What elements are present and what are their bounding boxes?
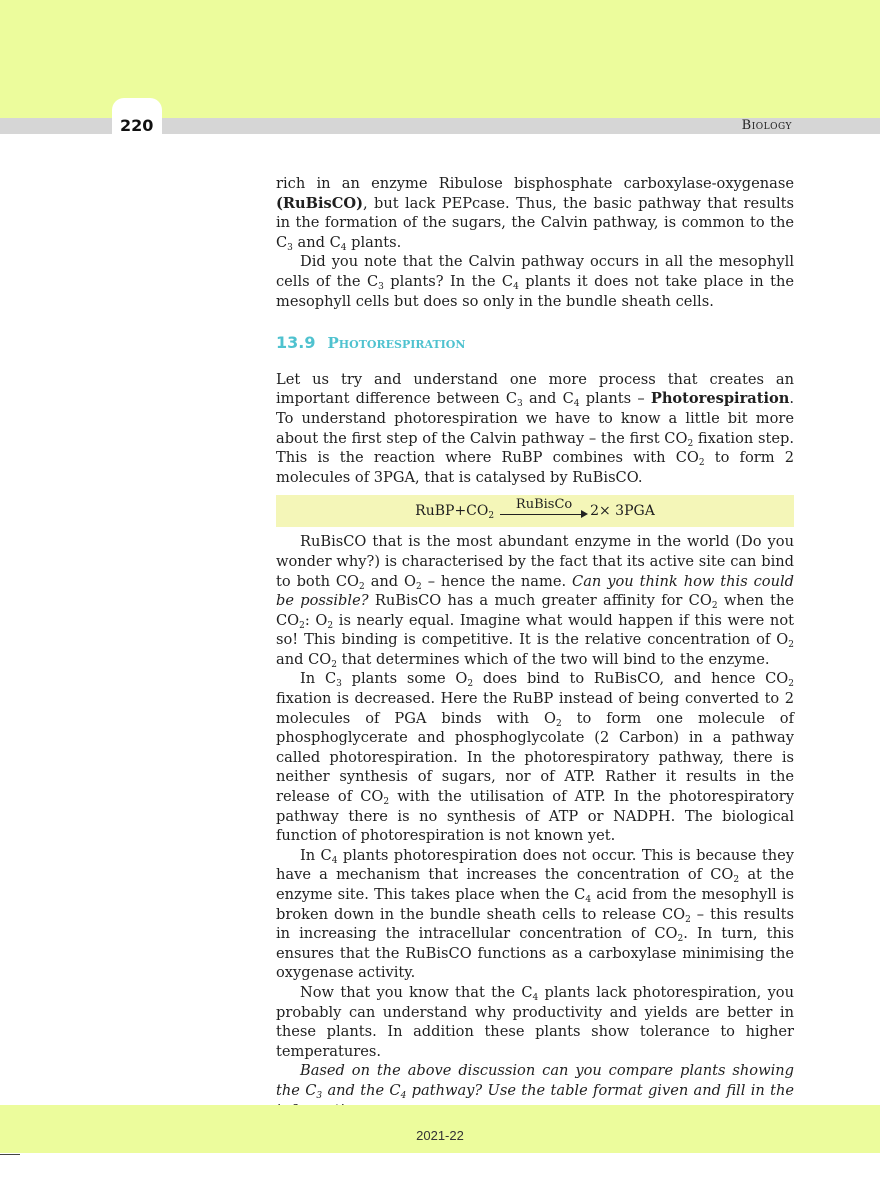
section-heading bbox=[276, 333, 794, 354]
arrow-line bbox=[500, 514, 582, 515]
reaction-arrow bbox=[500, 497, 588, 521]
page-content bbox=[276, 174, 794, 1120]
arrow-head-icon bbox=[581, 510, 588, 518]
paragraph-c4-plants: In $C_4$ plants photorespiration does not occur. This is because they have a mechanism that increases the concentration of $CO_2$ at the enzyme site. This takes place when the $C_4$ acid from the mesophyll is broken down in the bundle sheath cells to release $CO_2$ – this results in increasing the intracellular concentration of $CO_2$. In turn, this ensures that the RuBisCO functions as a carboxylase minimising the oxygenase activity. bbox=[276, 846, 794, 982]
equation-product: 2× 3PGA bbox=[590, 502, 655, 519]
book-title: Biology bbox=[741, 118, 792, 133]
paragraph-photorespiration: Let us try and understand one more process that creates an important difference between $C_3$ and $C_4$ plants – Photorespiration. To understand photorespiration we have to know a little bit more about the first step of the Calvin pathway – the first $CO_2$ fixation step. This is the reaction where RuBP combines with $CO_2$ to form 2 molecules of 3PGA, that is catalysed by RuBisCO. bbox=[276, 370, 794, 486]
page-number: 220 bbox=[120, 116, 154, 135]
paragraph-intro: rich in an enzyme Ribulose bisphosphate carboxylase-oxygenase (RuBisCO), but lack PEPcase. Thus, the basic pathway that results in the formation of the sugars, the Calvin pathway, is common to the $C_3$ and $C_4$ plants. bbox=[276, 175, 794, 253]
paragraph-rubisco: RuBisCO that is the most abundant enzyme in the world (Do you wonder why?) is characterised by the fact that its active site can bind to both $CO_2$ and $O_2$ – hence the name. Can you think how this could be possible? RuBisCO has a much greater affinity for $CO_2$ when the $CO_2$: $O_2$ is nearly equal. Imagine what would happen if this were not so! This binding is competitive. It is the relative concentration of $O_2$ and $CO_2$ that determines which of the two will bind to the enzyme. bbox=[276, 533, 795, 670]
reaction-equation bbox=[276, 495, 794, 527]
section-title: Photorespiration bbox=[327, 334, 466, 353]
paragraph-calvin-pathway: Did you note that the Calvin pathway occurs in all the mesophyll cells of the $C_3$ plants? In the $C_4$ plants it does not take place in the mesophyll cells but does so only in the bundle sheath cells. bbox=[276, 253, 795, 310]
footer-year: 2021-22 bbox=[416, 1128, 464, 1143]
section-number: 13.9 bbox=[276, 333, 316, 353]
paragraph-c3-plants: In $C_3$ plants some $O_2$ does bind to RuBisCO, and hence $CO_2$ fixation is decreased. Here the RuBP instead of being converted to 2 molecules of PGA binds with $O_2$ to form one molecule of phosphoglycerate and phosphoglycolate (2 Carbon) in a pathway called photorespiration. In the photorespiratory pathway, there is neither synthesis of sugars, nor of ATP. Rather it results in the release of $CO_2$ with the utilisation of ATP. In the photorespiratory pathway there is no synthesis of ATP or NADPH. The biological function of photorespiration is not known yet. bbox=[276, 670, 794, 845]
footer-rule bbox=[0, 1154, 20, 1155]
equation-reactant: $RuBP+CO_2$ bbox=[415, 502, 495, 521]
paragraph-question: Based on the above discussion can you compare plants showing the $C_3$ and the $C_4$ pathway? Use the table format given and fill in the bbox=[276, 1062, 794, 1101]
paragraph-productivity: Now that you know that the $C_4$ plants lack photorespiration, you probably can understand why productivity and yields are better in these plants. In addition these plants show tolerance to higher temperatures. bbox=[276, 983, 794, 1060]
equation-catalyst: RuBisCo bbox=[515, 497, 573, 513]
